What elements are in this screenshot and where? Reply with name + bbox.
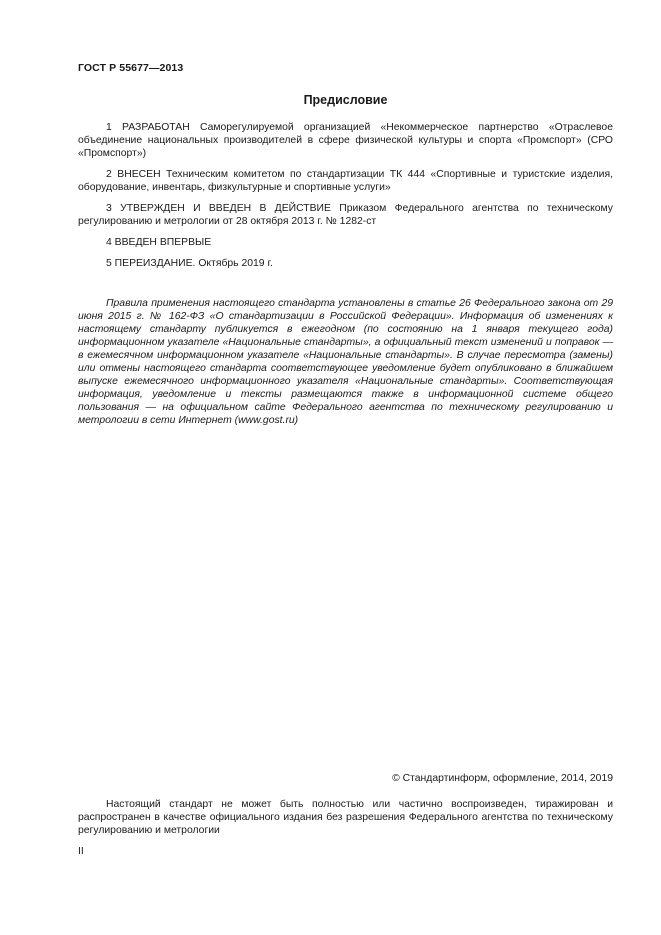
reproduction-rights-notice: Настоящий стандарт не может быть полностью или частично воспроизведен, тиражирован и распространен в качестве официального издания без разрешения Федерального агентства по техническому регулированию и метрологии: [78, 799, 613, 836]
document-number-header: ГОСТ Р 55677—2013: [78, 62, 184, 74]
foreword-item-3: 3 УТВЕРЖДЕН И ВВЕДЕН В ДЕЙСТВИЕ Приказом Федерального агентства по техническому регулированию и метрологии от 28 октября 2013 г. № 1282-ст: [78, 203, 613, 227]
foreword-item-2: 2 ВНЕСЕН Техническим комитетом по стандартизации ТК 444 «Спортивные и туристские изделия, оборудование, инвентарь, физкультурные и спортивные услуги»: [78, 169, 613, 193]
foreword-item-4: 4 ВВЕДЕН ВПЕРВЫЕ: [106, 237, 212, 248]
section-title: Предисловие: [303, 93, 388, 107]
foreword-items: [78, 121, 613, 270]
application-rules-notice: Правила применения настоящего стандарта установлены в статье 26 Федерального закона от 29 июня 2015 г. № 162-ФЗ «О стандартизации в Российской Федерации». Информация об изменениях к настоящему стандарту публикуется в ежегодном (по состоянию на 1 января текущего года) информационном указателе «Национальные стандарты», а официальный текст изменений и поправок — в ежемесячном информационном указателе «Национальные стандарты». В случае пересмотра (замены) или отмены настоящего стандарта соответствующее уведомление будет опубликовано в ближайшем выпуске ежемесячного информационного указателя «Национальные стандарты». Соответствующая информация, уведомление и тексты размещаются также в информационной системе общего пользования — на официальном сайте Федерального агентства по техническому регулированию и метрологии в сети Интернет (www.gost.ru): [78, 298, 613, 426]
copyright-line: © Стандартинформ, оформление, 2014, 2019: [392, 773, 613, 784]
foreword-item-1: 1 РАЗРАБОТАН Саморегулируемой организацией «Некоммерческое партнерство «Отраслевое объединение национальных производителей в сфере физической культуры и спорта «Промспорт» (СРО «Промспорт»): [78, 122, 613, 159]
page-number: II: [78, 846, 84, 857]
foreword-item-5: 5 ПЕРЕИЗДАНИЕ. Октябрь 2019 г.: [106, 258, 273, 269]
